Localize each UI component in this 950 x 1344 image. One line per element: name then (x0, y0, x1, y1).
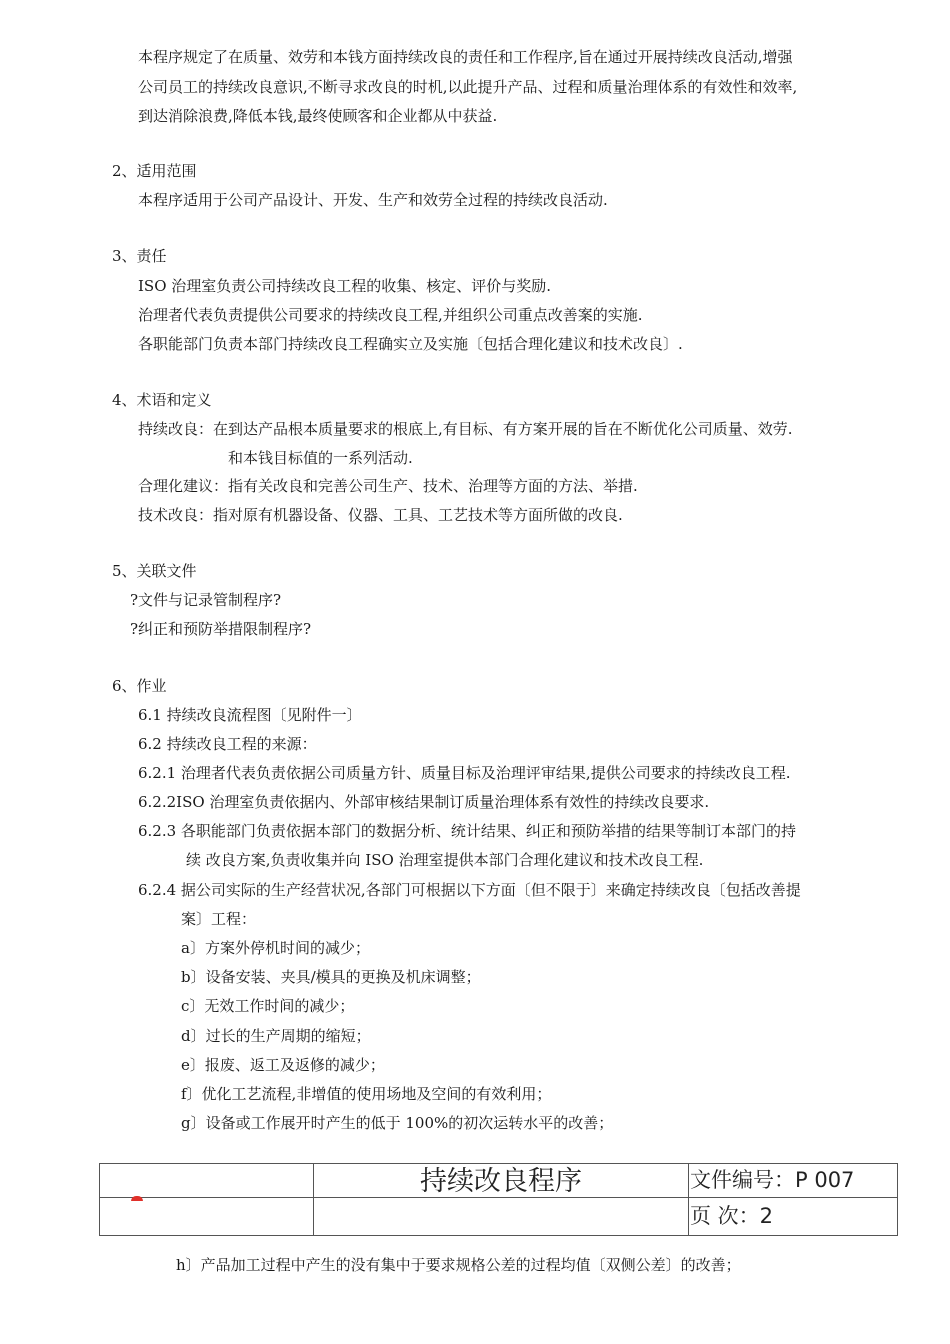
document-title: 持续改良程序 (420, 1166, 582, 1197)
page-number: 页 次：2 (690, 1204, 774, 1228)
company-logo-icon (131, 1196, 143, 1201)
section-text: ISO 治理室负责公司持续改良工程的收集、核定、评价与奖励. (138, 277, 552, 295)
definition-text: 合理化建议：指有关改良和完善公司生产、技术、治理等方面的方法、举措. (138, 477, 638, 495)
section-text: 案〕工程： (181, 910, 257, 928)
definition-text: 持续改良：在到达产品根本质量要求的根底上,有目标、有方案开展的旨在不断优化公司质量、效劳. (138, 420, 793, 438)
section-heading: 5、关联文件 (112, 562, 197, 580)
section-text: 6.2 持续改良工程的来源： (138, 735, 317, 753)
section-heading: 6、作业 (112, 677, 167, 695)
section-text: 6.2.4 据公司实际的生产经营状况,各部门可根据以下方面〔但不限于〕来确定持续改良〔包括改善提 (138, 881, 801, 899)
list-item: g〕设备或工作展开时产生的低于 100%的初次运转水平的改善； (181, 1114, 614, 1132)
section-text: 各职能部门负责本部门持续改良工程确实立及实施〔包括合理化建议和技术改良〕. (138, 335, 683, 353)
list-item: f〕优化工艺流程,非增值的使用场地及空间的有效利用； (181, 1085, 552, 1103)
definition-text: 和本钱目标值的一系列活动. (228, 449, 413, 467)
section-heading: 3、责任 (112, 247, 167, 265)
list-item: b〕设备安装、夹具/模具的更换及机床调整； (181, 968, 481, 986)
section-heading: 2、适用范围 (112, 162, 197, 180)
related-document: ?文件与记录管制程序? (130, 591, 282, 609)
section-heading: 4、术语和定义 (112, 391, 212, 409)
table-divider (688, 1164, 689, 1235)
document-header-table (99, 1163, 898, 1236)
section-text: 6.2.1 治理者代表负责依据公司质量方针、质量目标及治理评审结果,提供公司要求的持续改良工程. (138, 764, 791, 782)
section-text: 6.1 持续改良流程图〔见附件一〕 (138, 706, 362, 724)
definition-text: 技术改良：指对原有机器设备、仪器、工具、工艺技术等方面所做的改良. (138, 506, 623, 524)
intro-line: 公司员工的持续改良意识,不断寻求改良的时机,以此提升产品、过程和质量治理体系的有效性和效率, (138, 78, 798, 96)
section-text: 续 改良方案,负责收集并向 ISO 治理室提供本部门合理化建议和技术改良工程. (186, 851, 704, 869)
list-item: c〕无效工作时间的减少； (181, 997, 355, 1015)
list-item: d〕过长的生产周期的缩短； (181, 1027, 371, 1045)
list-item: h〕产品加工过程中产生的没有集中于要求规格公差的过程均值〔双侧公差〕的改善； (176, 1256, 741, 1274)
intro-line: 本程序规定了在质量、效劳和本钱方面持续改良的责任和工作程序,旨在通过开展持续改良活动,增强 (138, 48, 793, 66)
section-text: 治理者代表负责提供公司要求的持续改良工程,并组织公司重点改善案的实施. (138, 306, 643, 324)
list-item: e〕报废、返工及返修的减少； (181, 1056, 385, 1074)
document-number: 文件编号：P 007 (690, 1168, 855, 1192)
list-item: a〕方案外停机时间的减少； (181, 939, 370, 957)
related-document: ?纠正和预防举措限制程序? (130, 620, 312, 638)
section-text: 6.2.2ISO 治理室负责依据内、外部审核结果制订质量治理体系有效性的持续改良要求. (138, 793, 710, 811)
section-text: 本程序适用于公司产品设计、开发、生产和效劳全过程的持续改良活动. (138, 191, 608, 209)
intro-line: 到达消除浪费,降低本钱,最终使顾客和企业都从中获益. (138, 107, 498, 125)
section-text: 6.2.3 各职能部门负责依据本部门的数据分析、统计结果、纠正和预防举措的结果等制订本部门的持 (138, 822, 796, 840)
